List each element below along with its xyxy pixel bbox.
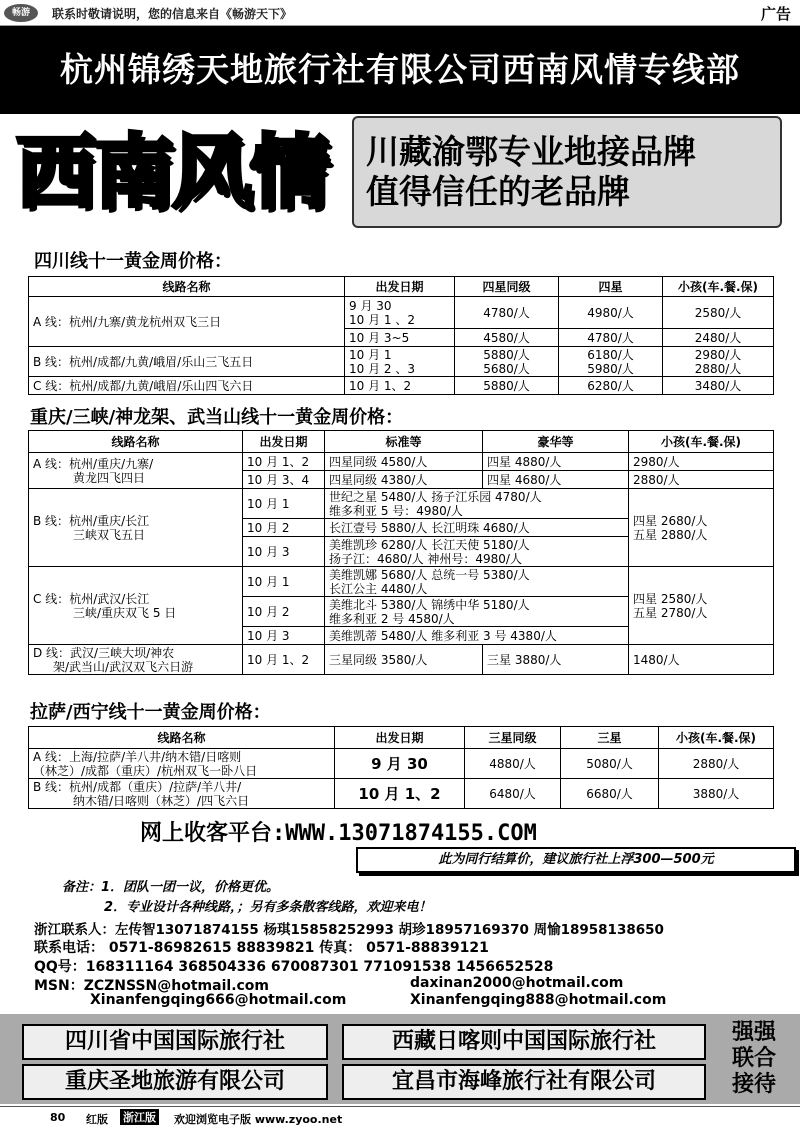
price: 1480/人 [629,645,774,675]
price: 4880/人 [465,749,561,779]
sichuan-price-table [28,276,774,395]
ship-price: 美维凯蒂 5480/人 维多利亚 3 号 4380/人 [325,627,629,645]
ship-price: 美维北斗 5380/人 锦绣中华 5180/人 [329,597,530,612]
partner-agency: 重庆圣地旅游有限公司 [22,1064,328,1100]
table-row [29,489,774,519]
price: 2580/人 [663,297,774,329]
chongqing-price-table [28,430,774,675]
price: 6180/人 [587,347,634,362]
contact-msn-1[interactable]: MSN：ZCZNSSN@hotmail.com [34,978,270,994]
route: 三峡双飞五日 [73,527,146,542]
alliance-slogan [714,1020,794,1098]
date: 10 月 3、4 [243,471,325,489]
partner-agency: 四川省中国国际旅行社 [22,1024,328,1060]
date: 10 月 1、2 [243,453,325,471]
slogan-line-2: 值得信任的老品牌 [366,172,630,211]
ship-price: 美维凯珍 6280/人 长江天使 5180/人 [329,537,530,552]
date: 9 月 30 [335,749,465,779]
price: 2980/人 [694,347,742,362]
table-row [29,749,774,779]
date: 9 月 30 [349,298,392,313]
route: C 线：杭州/武汉/长江 [33,591,150,606]
contact-msn-2[interactable]: daxinan2000@hotmail.com [410,975,624,991]
price: 5880/人 [455,377,559,395]
date: 10 月 1 [243,567,325,597]
price: 5080/人 [561,749,659,779]
table-header: 标准等 [325,431,483,453]
big-title: 西南风情 [16,125,328,219]
table-row [29,779,774,809]
ship-price: 美维凯娜 5680/人 总统一号 5380/人 [329,567,530,582]
region-badge: 浙江版 [120,1109,159,1125]
price: 五星 2780/人 [633,605,708,620]
date: 10 月 1 、2 [349,312,415,327]
contact-phone: 联系电话： 0571-86982615 88839821 传真： 0571-88839121 [34,940,489,956]
table-header: 线路名称 [29,431,243,453]
bottom-bar [0,1106,800,1127]
table-header: 出发日期 [243,431,325,453]
remark-1: 备注：1．团队一团一议，价格更优。 [62,880,280,895]
ship-price: 维多利亚 2 号 4580/人 [329,611,455,626]
table-header: 小孩(车.餐.保) [663,277,774,297]
ship-price: 长江壹号 5880/人 长江明珠 4680/人 [325,519,629,537]
price: 3480/人 [663,377,774,395]
route-cell: A 线：杭州/九寨/黄龙杭州双飞三日 [29,297,345,347]
ship-price: 扬子江：4680/人 神州号：4980/人 [329,551,522,566]
price: 6480/人 [465,779,561,809]
price: 2480/人 [663,329,774,347]
price: 5980/人 [587,361,634,376]
date: 10 月 1、2 [335,779,465,809]
price: 6280/人 [559,377,663,395]
source-note: 联系时敬请说明，您的信息来自《畅游天下》 [52,7,293,21]
date: 10 月 3~5 [345,329,455,347]
route: 纳木错/日喀则（林芝）/四飞六日 [73,793,250,808]
table-header: 三星同级 [465,727,561,749]
price: 五星 2880/人 [633,527,708,542]
table-row [29,567,774,597]
price: 2980/人 [629,453,774,471]
route: （林芝）/成都（重庆）/杭州双飞一卧八日 [33,763,258,778]
price: 2880/人 [629,471,774,489]
route: B 线：杭州/重庆/长江 [33,513,150,528]
price: 2880/人 [659,749,774,779]
route-cell: C 线：杭州/成都/九黄/峨眉/乐山四飞六日 [29,377,345,395]
alliance-line: 接待 [731,1072,776,1097]
website-link[interactable]: 网上收客平台:WWW.13071874155.COM [140,821,537,846]
partner-agency: 宜昌市海峰旅行社有限公司 [342,1064,706,1100]
price: 三星同级 3580/人 [325,645,483,675]
price: 4980/人 [559,297,663,329]
alliance-line: 联合 [731,1046,776,1071]
price: 四星 4880/人 [483,453,629,471]
route: D 线：武汉/三峡大坝/神农 [33,645,175,660]
sichuan-section-title: 四川线十一黄金周价格： [34,251,232,272]
price: 5880/人 [483,347,530,362]
date: 10 月 1、2 [243,645,325,675]
date: 10 月 3 [243,537,325,567]
magazine-logo: 畅游 [4,4,38,22]
price: 4580/人 [455,329,559,347]
price: 4780/人 [559,329,663,347]
price: 四星 2680/人 [633,513,708,528]
route: 架/武当山/武汉双飞六日游 [53,659,194,674]
ship-price: 维多利亚 5 号：4980/人 [329,503,463,518]
table-header: 三星 [561,727,659,749]
price: 3880/人 [659,779,774,809]
table-row [29,297,774,329]
route: A 线：上海/拉萨/羊八井/纳木错/日喀则 [33,749,242,764]
date: 10 月 2 [243,519,325,537]
table-header: 四星 [559,277,663,297]
company-name: 杭州锦绣天地旅行社有限公司西南风情专线部 [60,50,740,89]
price: 6680/人 [561,779,659,809]
table-header: 出发日期 [345,277,455,297]
contact-persons: 浙江联系人：左传智13071874155 杨琪15858252993 胡珍18957169370 周愉18958138650 [34,922,664,938]
partner-agency: 西藏日喀则中国国际旅行社 [342,1024,706,1060]
ship-price: 长江公主 4480/人 [329,581,428,596]
remark-2: 2．专业设计各种线路，；另有多条散客线路，欢迎来电！ [104,900,432,915]
table-header: 四星同级 [455,277,559,297]
date: 10 月 1、2 [345,377,455,395]
route: B 线：杭州/成都（重庆）/拉萨/羊八井/ [33,779,242,794]
table-row [29,377,774,395]
ad-tag: 广告 [760,5,791,23]
chongqing-section-title: 重庆/三峡/神龙架、武当山线十一黄金周价格： [30,407,404,428]
table-row [29,347,774,377]
table-header: 出发日期 [335,727,465,749]
table-header: 小孩(车.餐.保) [659,727,774,749]
lhasa-section-title: 拉萨/西宁线十一黄金周价格： [30,702,271,723]
price: 四星同级 4380/人 [325,471,483,489]
date: 10 月 1 [243,489,325,519]
price: 四星同级 4580/人 [325,453,483,471]
page-number: 80 [50,1111,66,1124]
price: 四星 2580/人 [633,591,708,606]
price: 四星 4680/人 [483,471,629,489]
route: 三峡/重庆双飞 5 日 [73,605,177,620]
table-header: 小孩(车.餐.保) [629,431,774,453]
price: 2880/人 [694,361,742,376]
edition-label: 红版 [86,1113,108,1126]
table-row [29,645,774,675]
table-header: 线路名称 [29,727,335,749]
settlement-note: 此为同行结算价，建议旅行社上浮300—500元 [356,847,796,873]
table-header: 豪华等 [483,431,629,453]
ship-price: 世纪之星 5480/人 扬子江乐园 4780/人 [329,489,542,504]
price: 5680/人 [483,361,530,376]
table-row [29,453,774,471]
contact-qq: QQ号：168311164 368504336 670087301 771091538 1456652528 [34,959,554,975]
route: 黄龙四飞四日 [73,470,146,485]
website-footer[interactable]: 欢迎浏览电子版 www.zyoo.net [174,1113,343,1126]
contact-msn-3[interactable]: Xinanfengqing666@hotmail.com [90,992,347,1008]
date: 10 月 2 [243,597,325,627]
route-cell: B 线：杭州/成都/九黄/峨眉/乐山三飞五日 [29,347,345,377]
price: 三星 3880/人 [483,645,629,675]
price: 4780/人 [455,297,559,329]
alliance-line: 强强 [731,1020,776,1045]
slogan [366,132,696,212]
date: 10 月 1 [349,347,392,362]
date: 10 月 3 [243,627,325,645]
date: 10 月 2 、3 [349,361,415,376]
contact-msn-4[interactable]: Xinanfengqing888@hotmail.com [410,992,667,1008]
route: A 线：杭州/重庆/九寨/ [33,456,154,471]
lhasa-price-table [28,726,774,809]
table-header: 线路名称 [29,277,345,297]
slogan-line-1: 川藏渝鄂专业地接品牌 [366,132,696,171]
